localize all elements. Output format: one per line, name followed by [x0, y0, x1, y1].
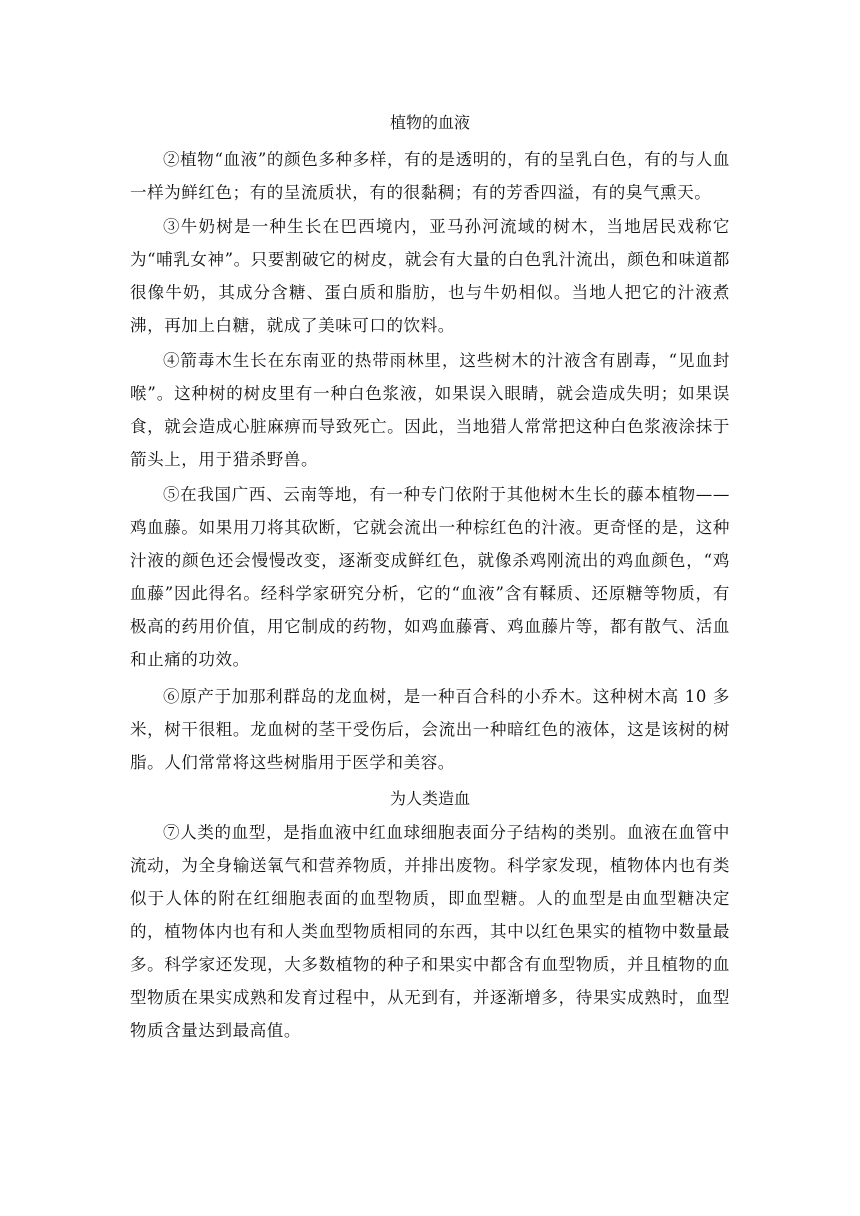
paragraph-4: ④箭毒木生长在东南亚的热带雨林里，这些树木的汁液含有剧毒，“见血封喉”。这种树的树皮里有一种白色浆液，如果误入眼睛，就会造成失明；如果误食，就会造成心脏麻痹而导致死亡。因此，当地猎人常常把这种白色浆液涂抹于箭头上，用于猎杀野兽。: [130, 351, 730, 469]
paragraph-6: ⑥原产于加那利群岛的龙血树，是一种百合科的小乔木。这种树木高 10 多米，树干很粗。龙血树的茎干受伤后，会流出一种暗红色的液体，这是该树的树脂。人们常常将这些树脂用于医学和美容。: [130, 687, 730, 772]
paragraph-2: ②植物“血液”的颜色多种多样，有的是透明的，有的呈乳白色，有的与人血一样为鲜红色；有的呈流质状，有的很黏稠；有的芳香四溢，有的臭气熏天。: [130, 150, 730, 202]
paragraph-7: ⑦人类的血型，是指血液中红血球细胞表面分子结构的类别。血液在血管中流动，为全身输送氧气和营养物质，并排出废物。科学家发现，植物体内也有类似于人体的附在红细胞表面的血型物质，即血型糖。人的血型是由血型糖决定的，植物体内也有和人类血型物质相同的东西，其中以红色果实的植物中数量最多。科学家还发现，大多数植物的种子和果实中都含有血型物质，并且植物的血型物质在果实成熟和发育过程中，从无到有，并逐渐增多，待果实成熟时，血型物质含量达到最高值。: [130, 823, 730, 1040]
paragraph-5: ⑤在我国广西、云南等地，有一种专门依附于其他树木生长的藤本植物——鸡血藤。如果用刀将其砍断，它就会流出一种棕红色的汁液。更奇怪的是，这种汁液的颜色还会慢慢改变，逐渐变成鲜红色，就像杀鸡刚流出的鸡血颜色，“鸡血藤”因此得名。经科学家研究分析，它的“血液”含有鞣质、还原糖等物质，有极高的药用价值，用它制成的药物，如鸡血藤膏、鸡血藤片等，都有散气、活血和止痛的功效。: [130, 485, 730, 669]
section-title-plant-blood: 植物的血液: [389, 113, 470, 132]
section-title-blood-for-humans: 为人类造血: [389, 789, 470, 808]
paragraph-3: ③牛奶树是一种生长在巴西境内，亚马孙河流域的树木，当地居民戏称它为“哺乳女神”。只要割破它的树皮，就会有大量的白色乳汁流出，颜色和味道都很像牛奶，其成分含糖、蛋白质和脂肪，也与牛奶相似。当地人把它的汁液煮沸，再加上白糖，就成了美味可口的饮料。: [130, 217, 730, 335]
